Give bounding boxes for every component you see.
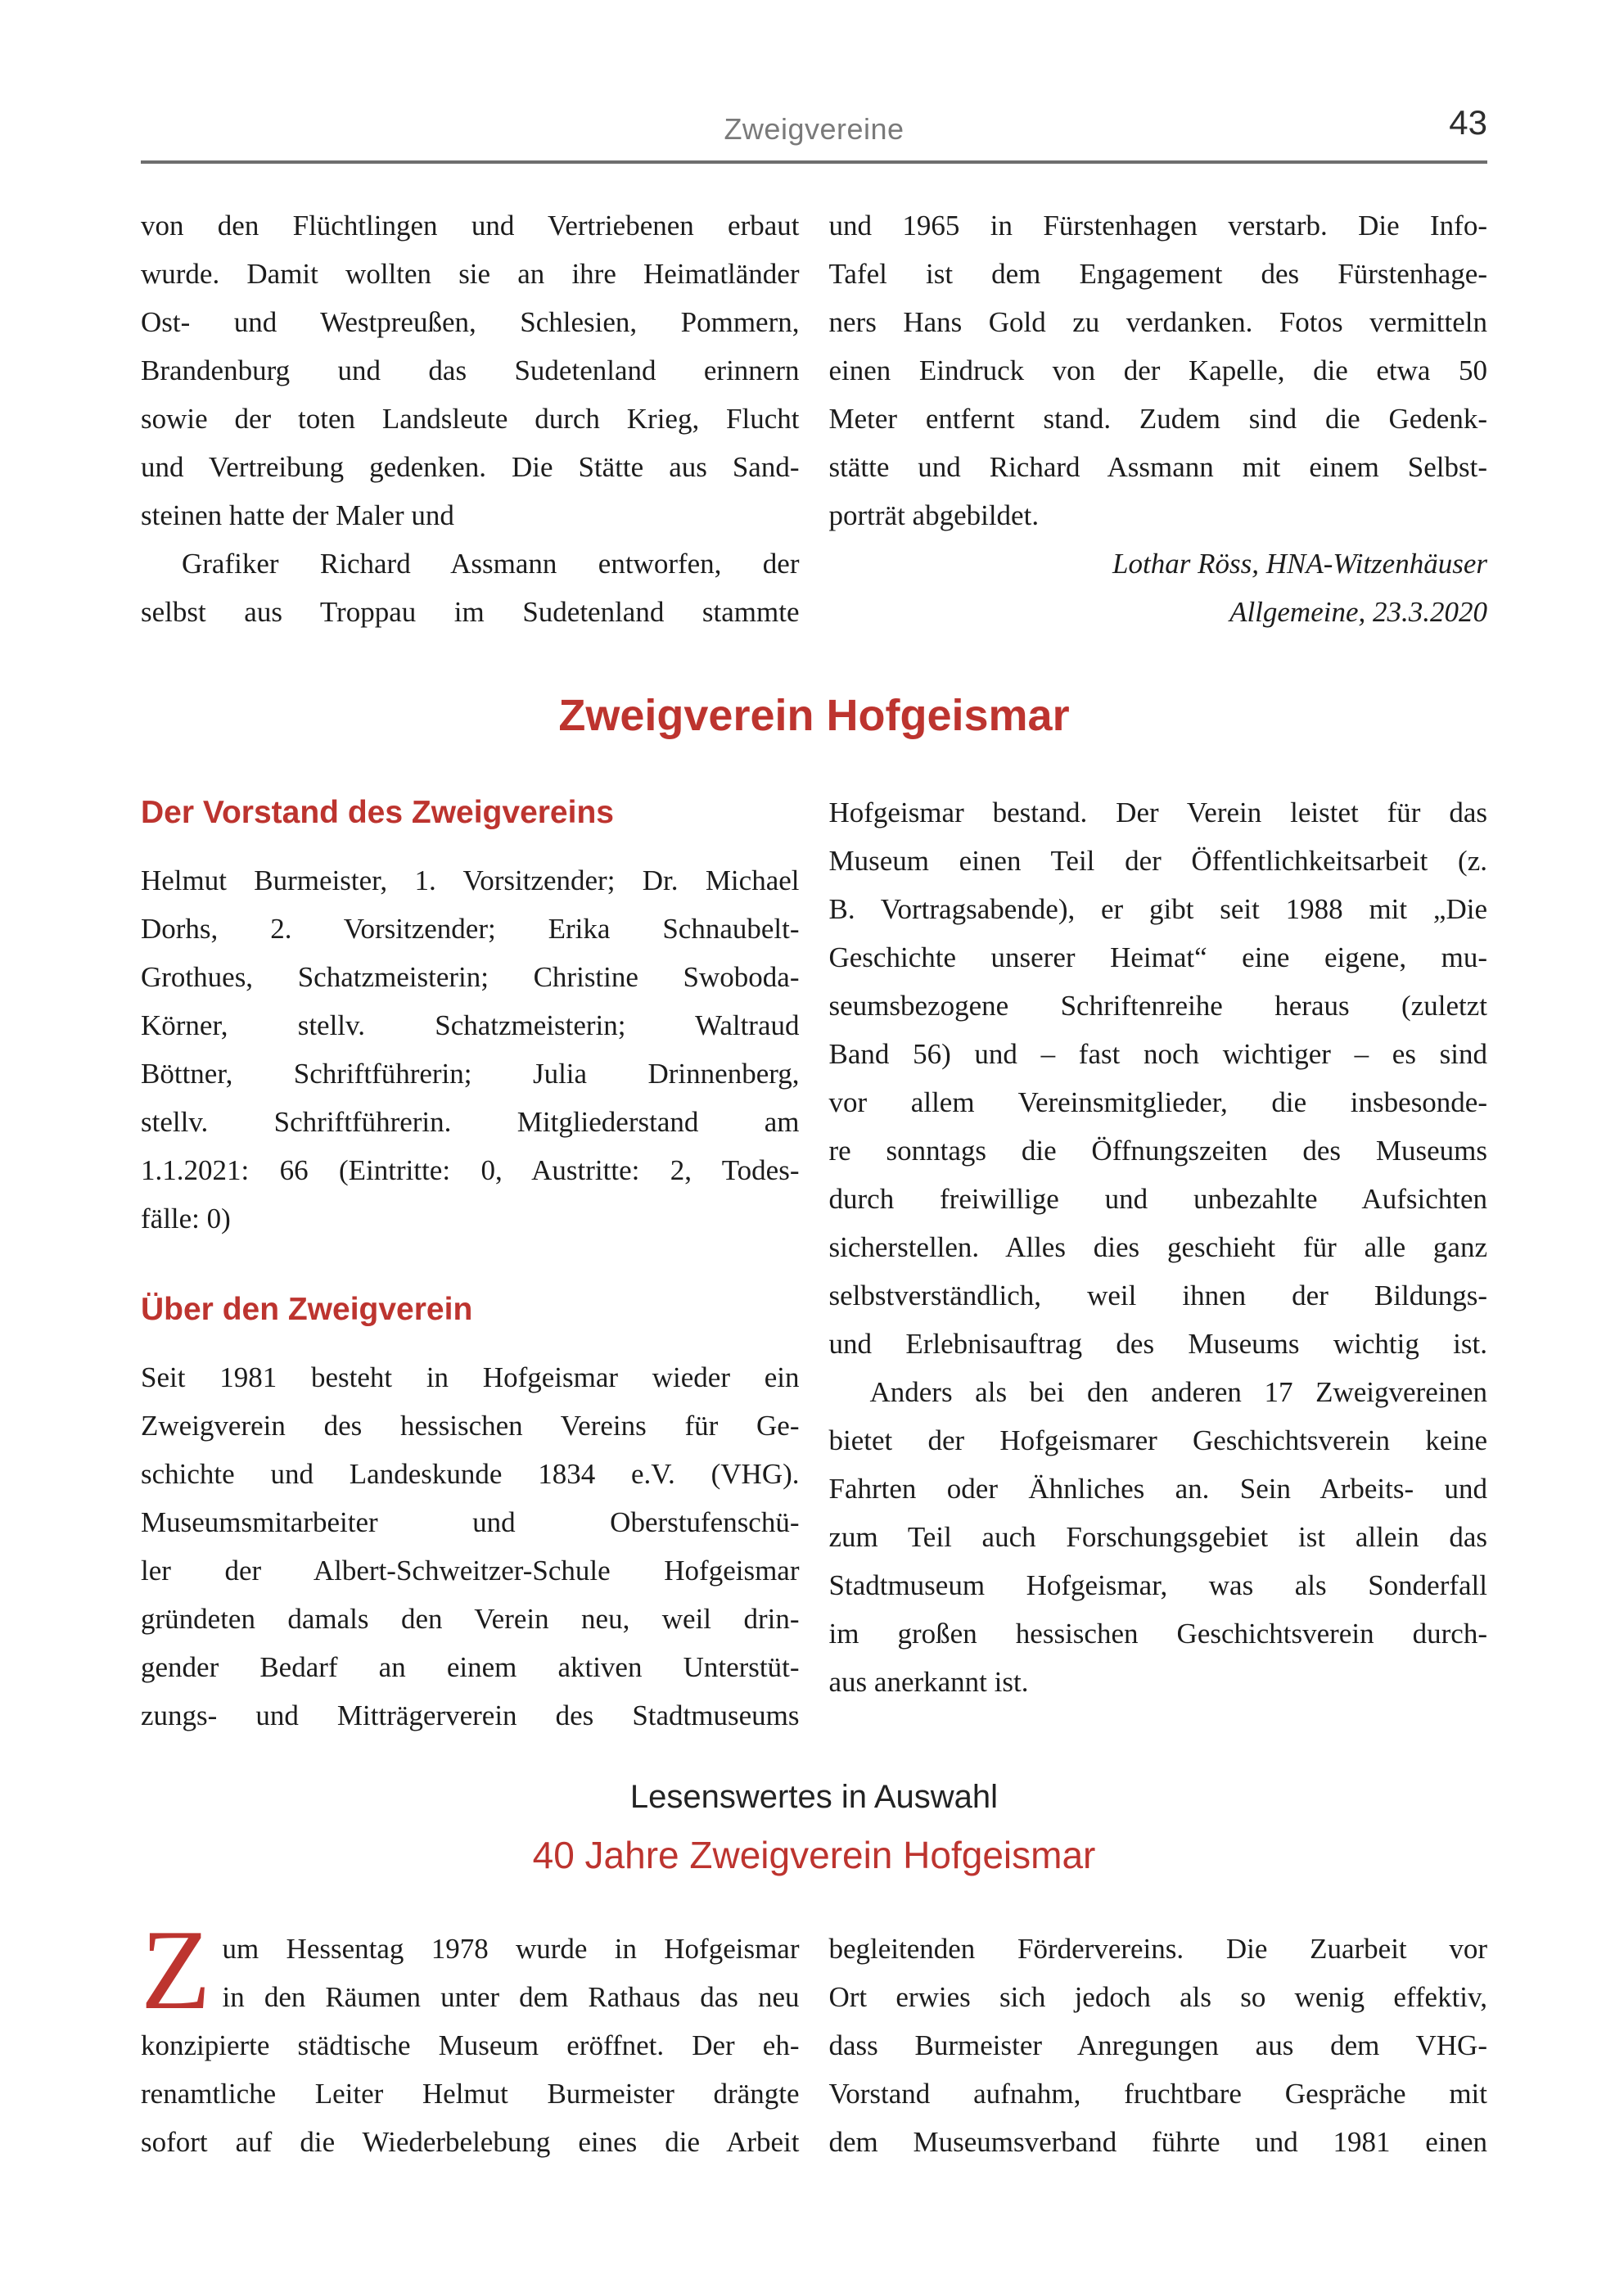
text-line: Fahrten oder Ähnliches an. Sein Arbeits- und xyxy=(828,1473,1487,1505)
text-line: wurde. Damit wollten sie an ihre Heimatländer xyxy=(141,258,800,290)
text-line: zum Teil auch Forschungsgebiet ist allein das xyxy=(828,1521,1487,1553)
article-heading: 40 Jahre Zweigverein Hofgeismar xyxy=(532,1834,1096,1876)
bottom-columns xyxy=(141,1907,1487,2166)
subheading-vorstand: Der Vorstand des Zweigvereins xyxy=(141,795,614,830)
paragraph xyxy=(829,788,1488,1368)
paragraph xyxy=(141,1907,800,2166)
header-rule xyxy=(141,160,1487,164)
text-line: Ort erwies sich jedoch als so wenig effektiv, xyxy=(828,1981,1487,2013)
paragraph xyxy=(141,539,800,636)
text-line: B. Vortragsabende), er gibt seit 1988 mit „Die xyxy=(828,893,1487,925)
text-line: dass Burmeister Anregungen aus dem VHG- xyxy=(828,2029,1487,2061)
text-line: gender Bedarf an einem aktiven Unterstüt- xyxy=(141,1651,800,1683)
dropcap-paragraph xyxy=(141,1907,800,2166)
text-line: sofort auf die Wiederbelebung eines die Arbeit xyxy=(141,2126,800,2158)
page-header xyxy=(141,0,1487,164)
text-line: Vorstand aufnahm, fruchtbare Gespräche mit xyxy=(828,2078,1487,2110)
text-line: einen Eindruck von der Kapelle, die etwa 50 xyxy=(828,354,1487,386)
text-line: durch freiwillige und unbezahlte Aufsichten xyxy=(828,1183,1487,1215)
text-line: Geschichte unserer Heimat“ eine eigene, mu- xyxy=(828,941,1487,973)
bottom-right-column xyxy=(829,1925,1488,2166)
subsection-heading: Lesenswertes in Auswahl xyxy=(629,1779,999,1815)
text-line: von den Flüchtlingen und Vertriebenen erbaut xyxy=(141,210,800,241)
middle-left-column xyxy=(141,788,800,1740)
text-line: vor allem Vereinsmitglieder, die insbesonde- xyxy=(828,1086,1487,1118)
text-line: Lothar Röss, HNA-Witzenhäuser xyxy=(1112,548,1487,580)
text-line: Tafel ist dem Engagement des Fürstenhage- xyxy=(828,258,1487,290)
paragraph xyxy=(141,1353,800,1740)
paragraph xyxy=(829,1925,1488,2166)
paragraph xyxy=(141,856,800,1243)
section-heading: Zweigverein Hofgeismar xyxy=(558,691,1070,740)
drop-cap: Z xyxy=(141,1907,211,2033)
text-line: schichte und Landeskunde 1834 e.V. (VHG). xyxy=(141,1458,800,1490)
top-right-column xyxy=(829,201,1488,636)
text-line: re sonntags die Öffnungszeiten des Museums xyxy=(828,1135,1487,1167)
text-line: selbstverständlich, weil ihnen der Bildungs- xyxy=(828,1280,1487,1311)
text-line: sowie der toten Landsleute durch Krieg, Flucht xyxy=(141,403,800,435)
middle-columns xyxy=(141,788,1487,1740)
text-line: dem Museumsverband führte und 1981 einen xyxy=(828,2126,1487,2158)
text-line: Stadtmuseum Hofgeismar, was als Sonderfall xyxy=(828,1569,1487,1601)
text-line: und Erlebnisauftrag des Museums wichtig ist. xyxy=(828,1328,1487,1360)
text-line: begleitenden Fördervereins. Die Zuarbeit vor xyxy=(828,1933,1487,1965)
text-line: in den Räumen unter dem Rathaus das neu xyxy=(222,1981,800,2013)
text-line: Grafiker Richard Assmann entworfen, der xyxy=(182,548,800,580)
top-columns xyxy=(141,201,1487,636)
text-line: Dorhs, 2. Vorsitzender; Erika Schnaubelt- xyxy=(141,913,800,945)
text-line: Museum einen Teil der Öffentlichkeitsarbeit (z. xyxy=(828,845,1487,877)
text-line: bietet der Hofgeismarer Geschichtsverein keine xyxy=(828,1424,1487,1456)
text-line: ler der Albert-Schweitzer-Schule Hofgeismar xyxy=(141,1555,800,1587)
text-line: und 1965 in Fürstenhagen verstarb. Die Info- xyxy=(828,210,1487,241)
paragraph xyxy=(829,1368,1488,1706)
text-line: seumsbezogene Schriftenreihe heraus (zuletzt xyxy=(828,990,1487,1022)
text-line: 1.1.2021: 66 (Eintritte: 0, Austritte: 2, Todes- xyxy=(141,1154,800,1186)
text-line: Körner, stellv. Schatzmeisterin; Waltraud xyxy=(141,1009,800,1041)
text-line: und Vertreibung gedenken. Die Stätte aus Sand- xyxy=(141,451,800,483)
text-line: um Hessentag 1978 wurde in Hofgeismar xyxy=(222,1933,800,1965)
text-line: aus anerkannt ist. xyxy=(828,1666,1029,1698)
text-line: porträt abgebildet. xyxy=(828,499,1040,531)
text-line: steinen hatte der Maler und xyxy=(141,499,454,531)
byline xyxy=(829,539,1488,636)
bottom-left-column xyxy=(141,1907,800,2166)
subheading-ueber: Über den Zweigverein xyxy=(141,1292,473,1327)
text-line: gründeten damals den Verein neu, weil drin- xyxy=(141,1603,800,1635)
text-line: Seit 1981 besteht in Hofgeismar wieder ein xyxy=(141,1361,800,1393)
page-number: 43 xyxy=(1449,103,1487,142)
text-line: konzipierte städtische Museum eröffnet. Der eh- xyxy=(141,2029,800,2061)
text-line: Brandenburg und das Sudetenland erinnern xyxy=(141,354,800,386)
text-line: ners Hans Gold zu verdanken. Fotos vermitteln xyxy=(828,306,1487,338)
text-line: zungs- und Mitträgerverein des Stadtmuseums xyxy=(141,1699,800,1731)
running-title: Zweigvereine xyxy=(724,112,904,146)
text-line: stätte und Richard Assmann mit einem Selbst- xyxy=(828,451,1487,483)
middle-right-column xyxy=(829,788,1488,1740)
text-line: Meter entfernt stand. Zudem sind die Gedenk- xyxy=(828,403,1487,435)
text-line: Band 56) und – fast noch wichtiger – es sind xyxy=(828,1038,1487,1070)
text-line: renamtliche Leiter Helmut Burmeister drängte xyxy=(141,2078,800,2110)
paragraph xyxy=(829,201,1488,539)
text-line: Hofgeismar bestand. Der Verein leistet für das xyxy=(828,797,1487,828)
text-line: Anders als bei den anderen 17 Zweigvereinen xyxy=(869,1376,1487,1408)
top-left-column xyxy=(141,201,800,636)
text-line: im großen hessischen Geschichtsverein durch- xyxy=(828,1618,1487,1650)
text-line: Allgemeine, 23.3.2020 xyxy=(1229,596,1487,628)
text-line: Helmut Burmeister, 1. Vorsitzender; Dr. Michael xyxy=(141,864,800,896)
paragraph xyxy=(141,201,800,539)
text-line: Museumsmitarbeiter und Oberstufenschü- xyxy=(141,1506,800,1538)
text-line: Grothues, Schatzmeisterin; Christine Swoboda- xyxy=(141,961,800,993)
text-line: Ost- und Westpreußen, Schlesien, Pommern, xyxy=(141,306,800,338)
text-line: Zweigverein des hessischen Vereins für Ge- xyxy=(141,1410,800,1442)
text-line: stellv. Schriftführerin. Mitgliederstand am xyxy=(141,1106,800,1138)
text-line: sicherstellen. Alles dies geschieht für alle ganz xyxy=(828,1231,1487,1263)
text-line: Böttner, Schriftführerin; Julia Drinnenberg, xyxy=(141,1058,800,1090)
text-line: fälle: 0) xyxy=(141,1203,231,1235)
text-line: selbst aus Troppau im Sudetenland stammte xyxy=(141,596,800,628)
